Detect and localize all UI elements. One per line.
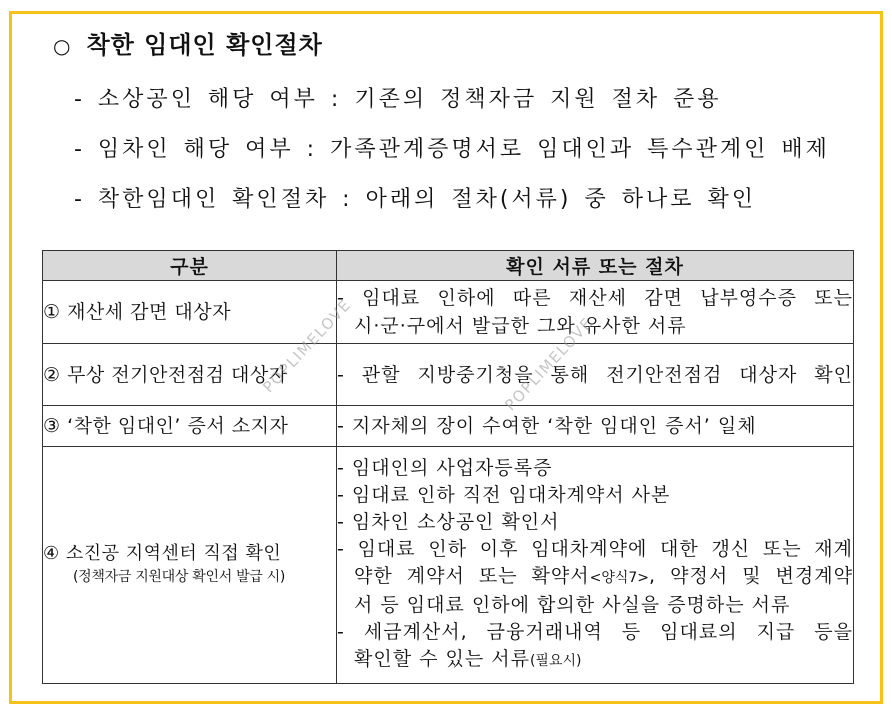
procedure-line: - 세금계산서, 금융거래내역 등 임대료의 지급 등을 [337,621,853,643]
category-note: (정책자금 지원대상 확인서 발급 시) [73,569,286,585]
category-label: ③ ‘착한 임대인’ 증서 소지자 [43,415,289,437]
table-header-row [43,251,854,281]
procedure-line: - 관할 지방중기청을 통해 전기안전점검 대상자 확인 [337,363,853,386]
category-label: ① 재산세 감면 대상자 [43,301,231,323]
procedure-cell [337,447,854,684]
table-row [43,281,854,344]
procedure-cell [337,344,854,406]
table-row [43,447,854,684]
procedure-text: , 약정서 및 변경계약 [649,565,853,587]
procedure-cell [337,281,854,344]
table-header-category: 구분 [43,251,337,281]
table-row [43,344,854,406]
procedure-line: 시·군·구에서 발급한 그와 유사한 서류 [354,315,687,337]
category-label: ② 무상 전기안전점검 대상자 [43,363,288,386]
title-text: 착한 임대인 확인절차 [86,31,323,59]
procedure-line: - 임대료 인하 직전 임대차계약서 사본 [337,484,671,506]
table-header-procedure: 확인 서류 또는 절차 [337,251,854,281]
procedure-text: 약한 계약서 또는 확약서 [354,565,590,587]
category-cell [43,406,337,447]
category-cell [43,447,337,684]
procedure-text: 확인할 수 있는 서류 [354,648,530,670]
criteria-item: - 임차인 해당 여부 : 가족관계증명서로 임대인과 특수관계인 배제 [74,137,830,162]
procedure-line: - 임대료 인하 이후 임대차계약에 대한 갱신 또는 재계 [337,538,853,560]
criteria-item: - 소상공인 해당 여부 : 기존의 정책자금 지원 절차 준용 [74,87,722,112]
table-row [43,406,854,447]
procedure-line: - 지자체의 장이 수여한 ‘착한 임대인 증서’ 일체 [337,415,757,437]
procedure-line: - 임대료 인하에 따른 재산세 감면 납부영수증 또는 [337,287,853,309]
procedure-cell [337,406,854,447]
procedure-line [337,563,853,592]
if-needed-note: (필요시) [529,653,582,669]
procedure-line: - 임대인의 사업자등록증 [337,457,553,479]
procedure-line: 서 등 임대료 인하에 합의한 사실을 증명하는 서류 [354,594,791,616]
verification-table [42,250,854,684]
criteria-list [74,75,874,225]
watermark: POPLIMELOVE [259,295,355,397]
procedure-line: - 임차인 소상공인 확인서 [337,511,560,533]
title-bullet-marker: ○ [53,34,71,58]
section-title [53,29,323,61]
category-cell [43,281,337,344]
category-cell [43,344,337,406]
watermark: POPLIMELOVE [501,313,597,415]
category-label: ④ 소진공 지역센터 직접 확인 [43,543,282,564]
procedure-line [337,646,853,675]
criteria-item: - 착한임대인 확인절차 : 아래의 절차(서류) 중 하나로 확인 [74,187,757,212]
form-reference: <양식7> [589,570,650,586]
